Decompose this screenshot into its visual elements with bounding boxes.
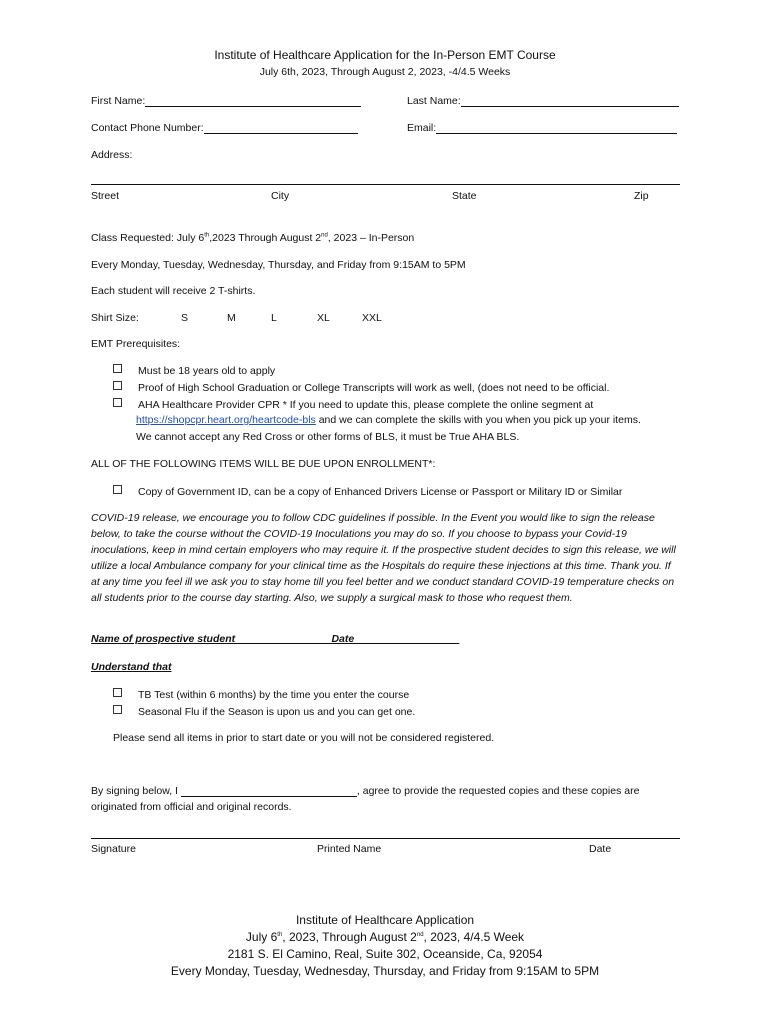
form-subtitle: July 6th, 2023, Through August 2, 2023, -4/4.5 Weeks bbox=[259, 66, 511, 78]
shirt-size-xl[interactable]: XL bbox=[317, 312, 330, 324]
enrollment-id-text: Copy of Government ID, can be a copy of Enhanced Drivers License or Passport or Military ID or Similar bbox=[138, 486, 623, 498]
shirt-size-xxl[interactable]: XXL bbox=[362, 312, 382, 324]
phone-row bbox=[91, 122, 358, 134]
shirt-size-label: Shirt Size: bbox=[91, 312, 139, 324]
footer-dates-end: , 2023, 4/4.5 Week bbox=[423, 930, 525, 944]
prereq-cpr-line3: We cannot accept any Red Cross or other forms of BLS, it must be True AHA BLS. bbox=[136, 431, 520, 443]
address-label: Address: bbox=[91, 149, 133, 161]
class-requested-start: Class Requested: July 6 bbox=[91, 232, 205, 244]
footer-dates-start: July 6 bbox=[245, 930, 278, 944]
checkbox-icon[interactable] bbox=[113, 364, 122, 373]
class-requested bbox=[91, 232, 414, 244]
checkbox-icon[interactable] bbox=[113, 688, 122, 697]
class-requested-sup1: th bbox=[204, 232, 210, 239]
email-field[interactable] bbox=[436, 122, 677, 134]
prereq-age-text: Must be 18 years old to apply bbox=[138, 365, 276, 377]
date-label: Date bbox=[589, 843, 612, 855]
city-label: City bbox=[271, 190, 290, 202]
tshirts-note: Each student will receive 2 T-shirts. bbox=[91, 285, 256, 297]
address-field[interactable] bbox=[91, 184, 680, 185]
understand-flu-text: Seasonal Flu if the Season is upon us and you can get one. bbox=[138, 706, 416, 718]
prereq-cpr-line2 bbox=[136, 414, 641, 426]
footer-schedule: Every Monday, Tuesday, Wednesday, Thursday, and Friday from 9:15AM to 5PM bbox=[170, 964, 600, 978]
prereq-item-cpr bbox=[113, 398, 593, 411]
last-name-field[interactable] bbox=[461, 95, 679, 107]
phone-label: Contact Phone Number: bbox=[91, 122, 204, 134]
zip-label: Zip bbox=[634, 190, 649, 202]
last-name-row bbox=[407, 95, 679, 107]
checkbox-icon[interactable] bbox=[113, 398, 122, 407]
footer-address: 2181 S. El Camino, Real, Suite 302, Oceanside, Ca, 92054 bbox=[227, 947, 543, 961]
signature-label: Signature bbox=[91, 843, 136, 855]
email-label: Email: bbox=[407, 122, 437, 134]
signing-suffix: , agree to provide the requested copies and these copies are bbox=[356, 785, 640, 797]
prereq-item-age bbox=[113, 364, 275, 377]
shirt-size-l[interactable]: L bbox=[271, 312, 277, 324]
signing-prefix: By signing below, I bbox=[91, 785, 178, 797]
cpr-link[interactable]: https://shopcpr.heart.org/heartcode-bls bbox=[136, 414, 316, 426]
state-label: State bbox=[452, 190, 477, 202]
prereq-cpr-text: AHA Healthcare Provider CPR * If you need to update this, please complete the online segment at bbox=[138, 399, 594, 411]
prereq-diploma-text: Proof of High School Graduation or College Transcripts will work as well, (does not need to be official. bbox=[138, 382, 610, 394]
covid-release-text: COVID-19 release, we encourage you to follow CDC guidelines if possible. In the Event you would like to sign the release below, to take the course without the COVID-19 Inoculations you may do so. If you choose to bypass your Covid-19 inoculations, keep in mind certain employers who may require it. If the prospective student decides to sign this release, we will utilize a local Ambulance company for your clinical time as the Hospitals do require these injections at this time. Thank you. If at any time you feel ill we ask you to stay home till you feel better and we conduct standard COVID-19 temperature checks on all students prior to the course day starting. Also, we supply a surgical mask to those who request them. bbox=[91, 512, 676, 604]
enrollment-item-id bbox=[113, 485, 622, 498]
checkbox-icon[interactable] bbox=[113, 485, 122, 494]
prereq-item-diploma bbox=[113, 381, 609, 394]
footer-dates-mid: , 2023, Through August 2 bbox=[282, 930, 417, 944]
prereq-cpr-line2-text: and we can complete the skills with you when you pick up your items. bbox=[315, 414, 641, 426]
registration-notice: Please send all items in prior to start date or you will not be considered registered. bbox=[113, 732, 495, 744]
footer-dates bbox=[0, 929, 770, 946]
signature-line[interactable] bbox=[91, 838, 680, 839]
first-name-field[interactable] bbox=[145, 95, 361, 107]
printed-name-label: Printed Name bbox=[317, 843, 382, 855]
shirt-size-s[interactable]: S bbox=[181, 312, 189, 324]
checkbox-icon[interactable] bbox=[113, 381, 122, 390]
class-requested-mid: ,2023 Through August 2 bbox=[209, 232, 322, 244]
form-title: Institute of Healthcare Application for the In-Person EMT Course bbox=[214, 48, 556, 62]
phone-field[interactable] bbox=[204, 122, 358, 134]
first-name-row bbox=[91, 95, 361, 107]
footer-dates-sup2: nd bbox=[416, 932, 424, 938]
signing-statement-line2: originated from official and original records. bbox=[91, 801, 292, 813]
shirt-size-m[interactable]: M bbox=[227, 312, 236, 324]
footer-org: Institute of Healthcare Application bbox=[295, 913, 475, 927]
signing-name-field[interactable] bbox=[181, 785, 357, 797]
understand-heading: Understand that bbox=[91, 661, 172, 673]
class-requested-end: , 2023 – In-Person bbox=[327, 232, 415, 244]
signing-statement bbox=[91, 785, 639, 797]
email-row bbox=[407, 122, 677, 134]
prerequisites-heading: EMT Prerequisites: bbox=[91, 338, 181, 350]
enrollment-heading: ALL OF THE FOLLOWING ITEMS WILL BE DUE UPON ENROLLMENT*: bbox=[91, 458, 436, 470]
prospective-student-line[interactable]: Name of prospective student________________ Date__________________ bbox=[91, 633, 460, 645]
class-schedule: Every Monday, Tuesday, Wednesday, Thursday, and Friday from 9:15AM to 5PM bbox=[91, 259, 466, 271]
class-requested-sup2: nd bbox=[321, 232, 328, 239]
street-label: Street bbox=[91, 190, 120, 202]
understand-item-flu bbox=[113, 705, 415, 718]
first-name-label: First Name: bbox=[91, 95, 146, 107]
checkbox-icon[interactable] bbox=[113, 705, 122, 714]
understand-tb-text: TB Test (within 6 months) by the time you enter the course bbox=[138, 689, 410, 701]
footer-dates-sup1: th bbox=[277, 932, 283, 938]
last-name-label: Last Name: bbox=[407, 95, 461, 107]
understand-item-tb bbox=[113, 688, 409, 701]
